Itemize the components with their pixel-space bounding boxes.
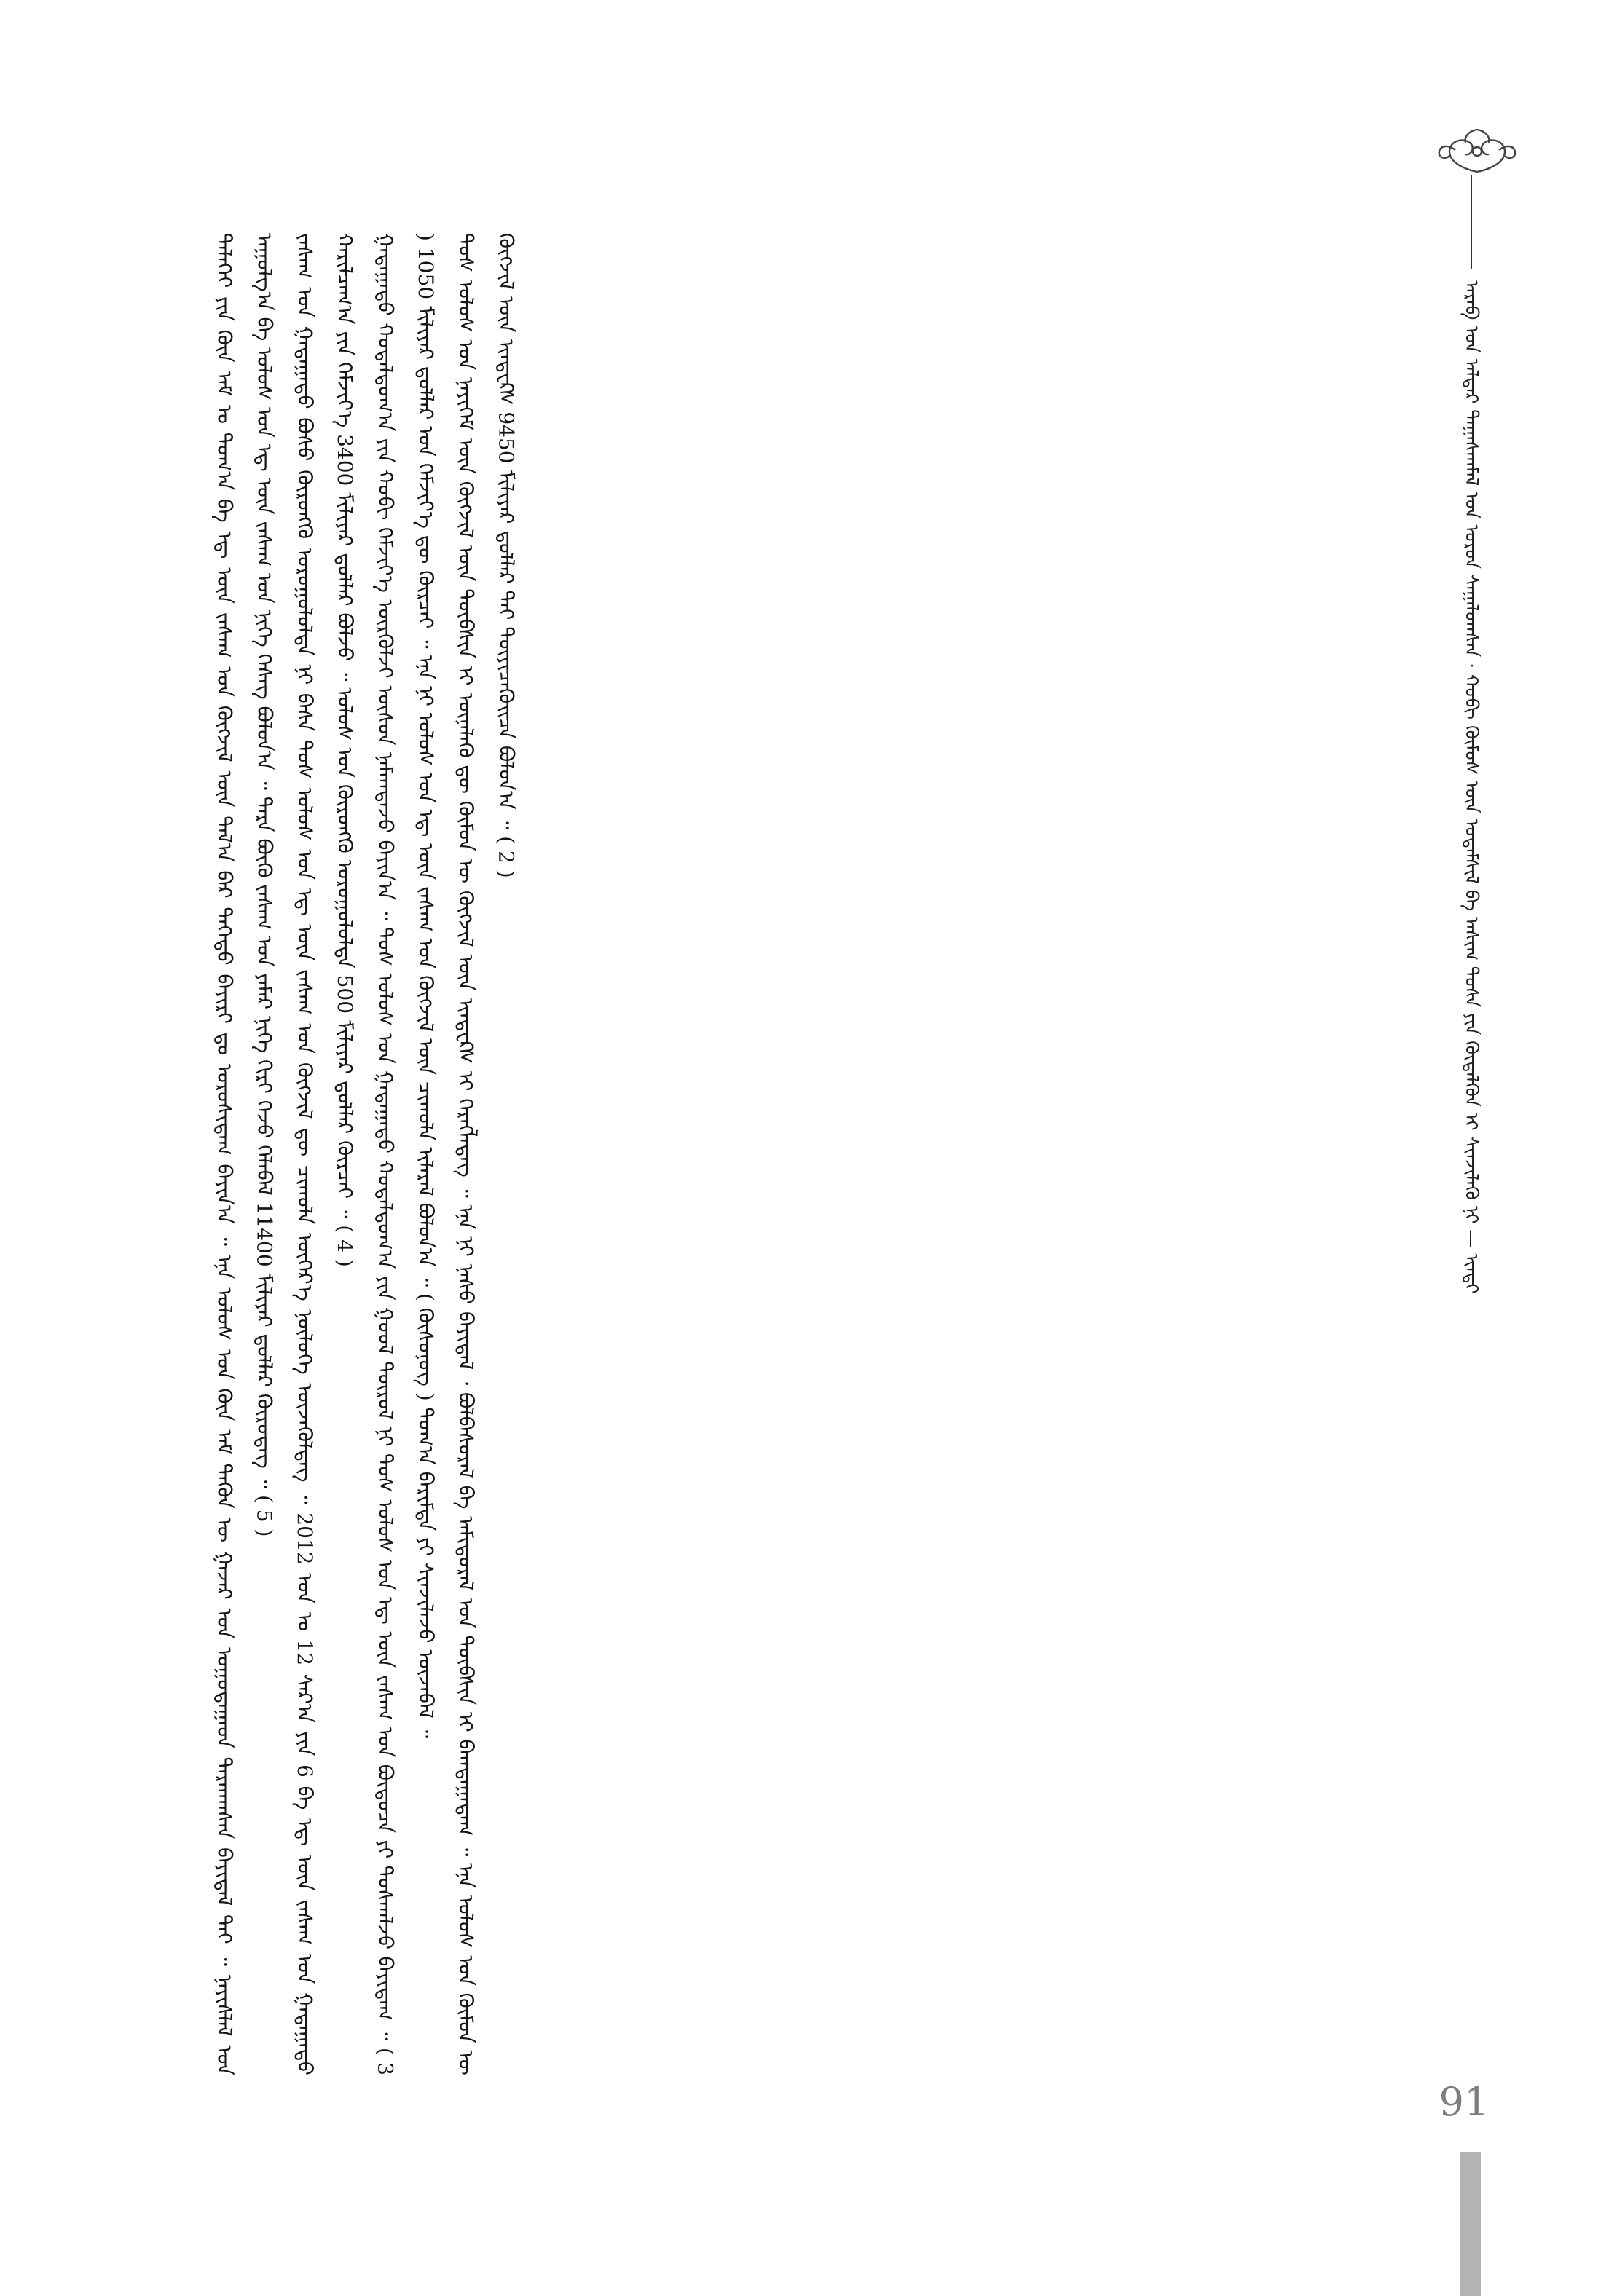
- paragraph: ᠵᠠᠰᠠᠭ ᠤᠨ ᠭᠠᠳᠠᠭᠠᠳᠤ ᠪᠤᠰᠤ ᠬᠥᠷᠥᠩᠭᠥ ᠣᠷᠤᠭᠤᠯᠤᠯᠲᠠ ᠨᠢ ᠪᠠᠰᠠ ᠲᠤᠰ ᠤᠯᠤᠰ ᠤᠨ ᠡᠳ᠋ ᠦᠨ ᠵᠠᠰᠠᠭ ᠤᠨ ᠬᠥᠭᠵᠢᠯ ᠳᠦ ᠴᠢᠬᠤᠯᠠ ᠦᠭᠡᠷ᠎ᠡ ᠨᠥᠯᠦᠭᠡ ᠦᠵᠡᠭᠦᠯᠳᠡᠭ ᠃ 2012 ᠣᠨ ᠤ 12 ᠰᠠᠷ᠎ᠠ ᠶᠢᠨ 6 ᠪᠠ ᠡᠳ᠋ ᠦᠨ ᠵᠠᠰᠠᠭ ᠤᠨ ᠭᠠᠳᠠᠭᠠᠳᠤ ᠬᠠᠷᠢᠯᠴᠠᠭ᠎ᠠ ᠶᠢᠨ ᠬᠡᠮᠵᠢᠶ᠎ᠡ 3400 ᠮᠢᠯᠢᠶᠠᠷ ᠳ᠋ᠣᠯᠯᠠᠷ ᠪᠣᠯᠵᠤ ᠃ ᠤᠯᠤᠰ ᠤᠨ ᠬᠥᠷᠥᠩᠭᠥ ᠣᠷᠤᠭᠤᠯᠤᠯᠲᠠ 500 ᠮᠢᠯᠢᠶᠠᠷ ᠳ᠋ᠣᠯᠯᠠᠷ ᠬᠦᠷᠴᠡᠢ ᠃ ( 4 ): [292, 233, 358, 2075]
- page-edge-bar: [1460, 2152, 1481, 2296]
- header-rule: [1471, 175, 1472, 269]
- body-text: [204, 233, 1297, 2075]
- paragraph: ᠲᠤᠰ ᠤᠯᠤᠰ ᠤᠨ ᠨᠡᠶᠢᠭᠡᠮ ᠦᠨ ᠬᠥᠭᠵᠢᠯ ᠦᠨ ᠲᠦᠪᠰᠢᠨ ᠢ ᠦᠨᠡᠯᠡᠬᠦ ᠳᠦ ᠬᠦᠮᠦᠨ ᠦ ᠬᠥᠭᠵᠢᠯ ᠦᠨ ᠢᠨᠳᠧᠺᠰ ᠢ ᠬᠡᠷᠡᠭᠯᠡᠳᠡᠭ ᠃ ᠡᠨᠡ ᠨᠢ ᠨᠠᠰᠤ ᠪᠠᠶᠢᠳᠠᠯ ᠂ ᠪᠣᠯᠪᠠᠰᠤᠷᠠᠯ ᠪᠠ ᠠᠮᠢᠳᠤᠷᠠᠯ ᠤᠨ ᠲᠦᠪᠰᠢᠨ ᠢ ᠪᠠᠭᠲᠠᠭᠠᠳᠠᠭ ᠃ ᠡᠨᠡ ᠤᠯᠤᠰ ᠤᠨ ᠬᠦᠮᠦᠨ ᠦ ᠬᠥᠭᠵᠢᠯ ᠦᠨ ᠢᠨᠳᠧᠺᠰ 9450 ᠮᠢᠯᠢᠶᠠᠷ ᠳ᠋ᠣᠯᠯᠠᠷ ᠲᠠᠢ ᠳᠦᠶᠢᠴᠡᠬᠦᠢᠴᠡ ᠪᠣᠯᠤᠨ᠎ᠠ ᠃ ( 2 ): [454, 233, 519, 2075]
- header-ornament-icon: [1433, 124, 1521, 175]
- page-number: 91: [1439, 2079, 1490, 2125]
- running-header: [1449, 280, 1493, 1482]
- running-header-title: ᠠᠷᠠᠪ ᠤᠨ ᠠᠯᠳᠠᠷ ᠳᠠᠭ᠋ᠠᠰᠬᠠᠮᠠᠯ ᠤᠨ ᠣᠷᠤᠨ ᠰᠠᠭᠠᠯᠤᠭᠰᠠᠨ · ᠬᠤᠪᠢ ᠬᠦᠮᠦᠰ ᠦᠨ ᠤᠳᠠᠮᠰᠢᠯ ᠪᠠ ᠠᠰᠢᠭ ᠲᠤᠰᠠ ᠶᠢᠨ ᠬᠥᠳᠡᠯᠬᠦᠨ ᠢ ᠰᠢᠨᠵᠢᠯᠡᠬᠦ ᠨᠢ — ᠢᠨᠳᠢ: [1461, 280, 1482, 1294]
- paragraph: ᠭᠠᠳᠠᠭᠠᠳᠤ ᠬᠤᠳᠠᠯᠳᠤᠭ᠎ᠠ ᠶᠢᠨ ᠬᠤᠪᠢ ᠬᠡᠮᠵᠢᠶ᠎ᠡ ᠦᠷᠭᠦᠯᠵᠢ ᠥᠰᠦᠨ ᠨᠡᠮᠡᠭ᠍ᠳᠡᠵᠦ ᠪᠠᠶᠢᠨ᠎ᠠ ᠃ ᠲᠤᠰ ᠤᠯᠤᠰ ᠤᠨ ᠭᠠᠳᠠᠭᠠᠳᠤ ᠬᠤᠳᠠᠯᠳᠤᠭ᠎ᠠ ᠶᠢᠨ ᠭᠣᠣᠯ ᠲᠥᠷᠦᠯ ᠨᠢ ᠲᠤᠰ ᠤᠯᠤᠰ ᠤᠨ ᠡᠳ᠋ ᠦᠨ ᠵᠠᠰᠠᠭ ᠤᠨ ᠪᠦᠲᠦᠴᠡ ᠶᠢ ᠲᠤᠰᠬᠠᠯᠵᠤ ᠪᠠᠶᠢᠳᠠᠭ ᠃ ( 3 ) 1050 ᠮᠢᠯᠢᠶᠠᠷ ᠳ᠋ᠣᠯᠯᠠᠷ ᠤᠨ ᠬᠡᠮᠵᠢᠶ᠎ᠡ ᠳᠦ ᠬᠦᠷᠴᠡᠢ ᠃ ᠡᠨᠡ ᠨᠢ ᠤᠯᠤᠰ ᠤᠨ ᠡᠳ᠋ ᠦᠨ ᠵᠠᠰᠠᠭ ᠤᠨ ᠬᠥᠭᠵᠢᠯ ᠦᠨ ᠴᠢᠬᠤᠯᠠ ᠢᠯᠡᠷᠡᠯ ᠪᠣᠯᠤᠨ᠎ᠠ ᠃ ( ᠬᠦᠰᠦᠨᠦᠭ ) ᠲᠣᠭ᠎ᠠ ᠪᠠᠷᠢᠮᠲᠠ ᠶᠢ ᠰᠢᠨᠵᠢᠯᠡᠵᠦ ᠦᠵᠡᠪᠡᠯ ᠃: [373, 233, 438, 2075]
- paragraph: ᠳᠡᠯᠡᠬᠡᠢ ᠶᠢᠨ ᠬᠦᠨ ᠠᠮ ᠤ ᠲᠣᠭ᠎ᠠ ᠪᠠ ᠡᠳ᠋ ᠦᠨ ᠵᠠᠰᠠᠭ ᠤᠨ ᠬᠥᠭᠵᠢᠯ ᠦᠨ ᠲᠠᠯ᠎ᠠ ᠪᠠᠷ ᠳᠡᠭᠡᠳᠦ ᠪᠠᠶᠢᠷᠢ ᠳᠤ ᠤᠷᠤᠰᠢᠳᠠᠭ ᠪᠠᠶᠢᠨ᠎ᠠ ᠃ ᠡᠨᠡ ᠤᠯᠤᠰ ᠤᠨ ᠬᠦᠨ ᠠᠮ ᠲᠡᠭᠦᠨ ᠦ ᠭᠠᠵᠠᠷ ᠤᠨ ᠤᠭᠤᠲᠠᠭᠠᠳ ᠲᠠᠷᠬᠠᠭᠰᠠᠨ ᠪᠠᠶᠢᠳᠠᠯ ᠲᠠᠢ ᠃ ᠨᠡᠶᠢᠰᠯᠡᠯ ᠤᠨ ᠠᠭᠤᠯᠭ᠎ᠠ ᠪᠠ ᠤᠯᠤᠰ ᠤᠨ ᠡᠳ᠋ ᠦᠨ ᠵᠠᠰᠠᠭ ᠤᠨ ᠨᠢᠭᠡ ᠬᠡᠰᠡᠭ ᠪᠣᠯᠤᠨ᠎ᠠ ᠃ ᠲᠡᠷᠡ ᠪᠦᠬᠦ ᠵᠠᠰᠠᠭ ᠤᠨ ᠶᠠᠮᠠᠷ ᠨᠢᠭᠡ ᠬᠢᠷᠢ ᠭᠡᠵᠦ ᠬᠡᠯᠡᠪᠡᠯ 11400 ᠮᠢᠯᠢᠶᠠᠷ ᠳ᠋ᠣᠯᠯᠠᠷ ᠬᠦᠷᠦᠳᠡᠭ ᠃ ( 5 ): [212, 233, 277, 2075]
